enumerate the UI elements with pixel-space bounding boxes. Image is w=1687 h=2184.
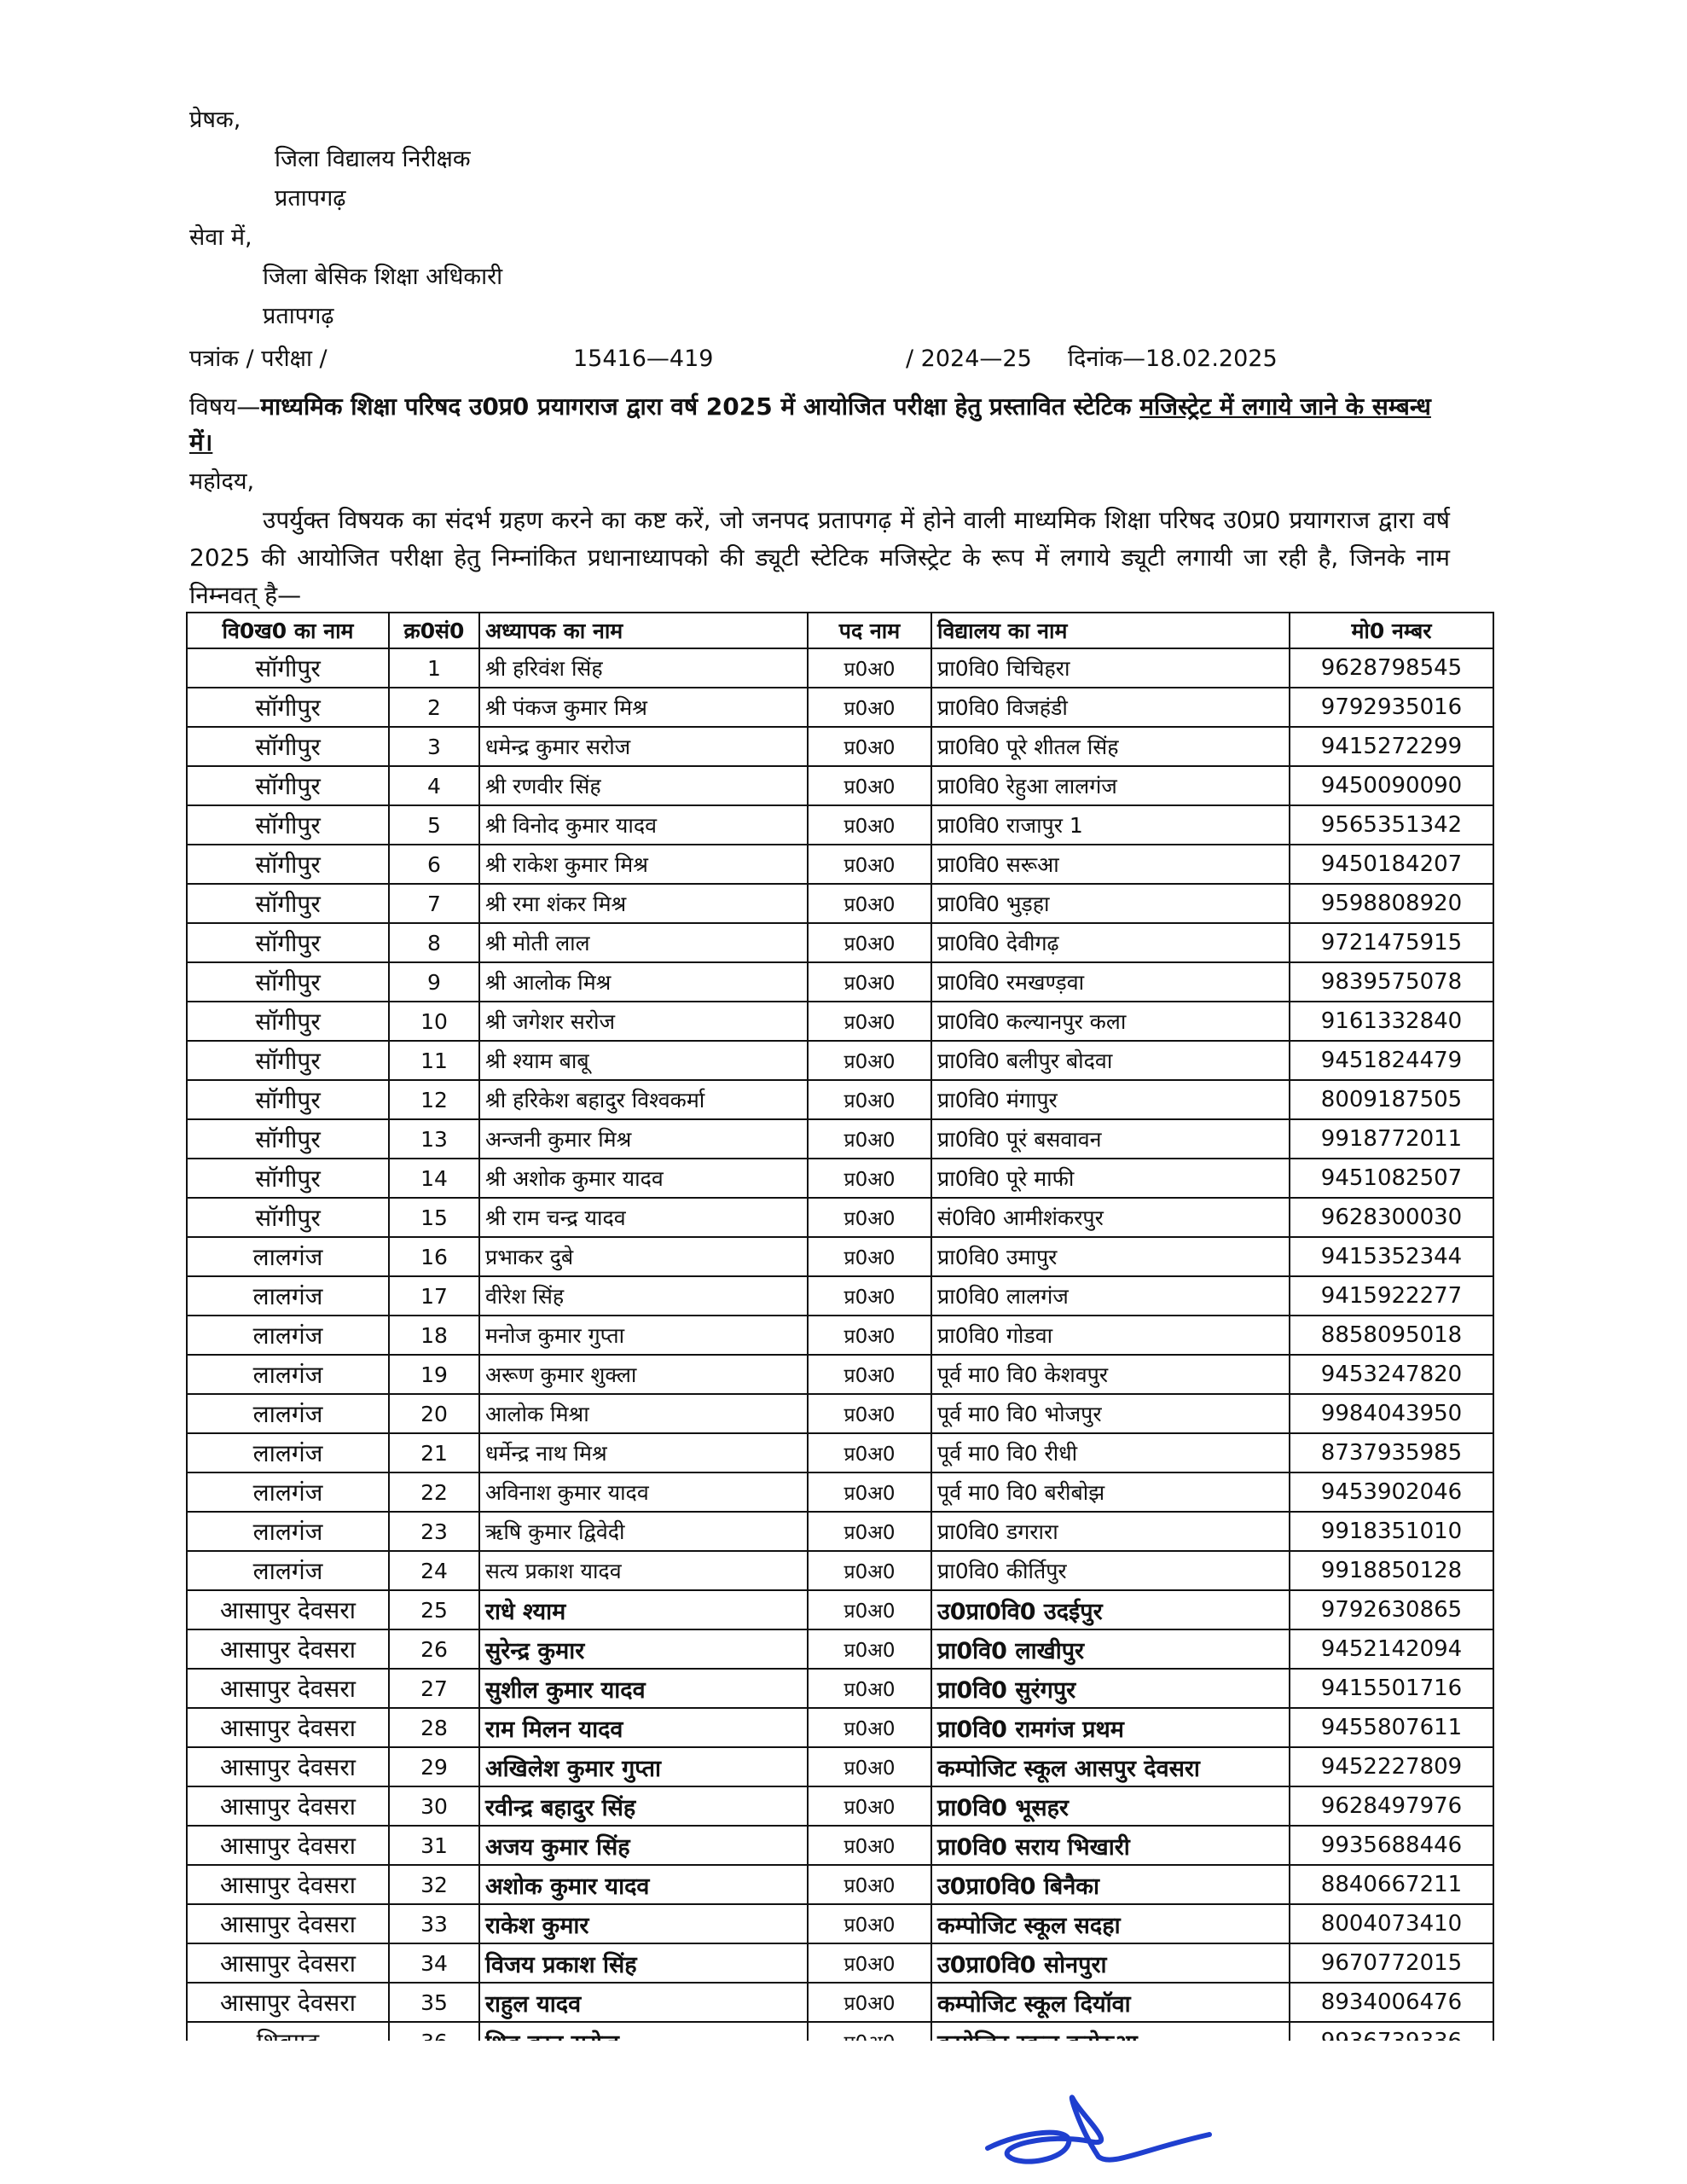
teacher-name: अन्जनी कुमार मिश्र	[479, 1119, 808, 1159]
block-name: आसापुर देवसरा	[187, 1747, 389, 1786]
subject-main: माध्यमिक शिक्षा परिषद उ0प्र0 प्रयागराज द्वारा वर्ष 2025 में आयोजित परीक्षा हेतु प्रस्तावित स्टेटिक	[260, 392, 1140, 421]
teacher-name: राकेश कुमार	[479, 1904, 808, 1943]
table-row	[187, 727, 1493, 766]
mobile-number: 9415272299	[1290, 727, 1493, 766]
post-name: प्र0अ0	[808, 1002, 931, 1041]
block-name: सॉगीपुर	[187, 1080, 389, 1119]
table-row	[187, 1629, 1493, 1669]
block-name: सॉगीपुर	[187, 1198, 389, 1237]
block-name: आसापुर देवसरा	[187, 1865, 389, 1904]
block-name: सॉगीपुर	[187, 1041, 389, 1080]
table-row	[187, 1355, 1493, 1394]
serial-number: 30	[389, 1786, 479, 1826]
serial-number: 26	[389, 1629, 479, 1669]
block-name: आसापुर देवसरा	[187, 1629, 389, 1669]
mobile-number: 9450184207	[1290, 845, 1493, 884]
block-name: आसापुर देवसरा	[187, 1590, 389, 1629]
serial-number: 13	[389, 1119, 479, 1159]
mobile-number: 9792935016	[1290, 688, 1493, 727]
serial-number: 15	[389, 1198, 479, 1237]
sender-place: प्रतापगढ़	[275, 185, 346, 212]
school-name: प्रा0वि0 डगरारा	[931, 1512, 1290, 1551]
serial-number: 3	[389, 727, 479, 766]
teacher-name: श्री पंकज कुमार मिश्र	[479, 688, 808, 727]
school-name: प्रा0वि0 देवीगढ़	[931, 923, 1290, 962]
teacher-name: श्री मोती लाल	[479, 923, 808, 962]
table-row	[187, 1472, 1493, 1512]
school-name: प्रा0वि0 पूरे माफी	[931, 1159, 1290, 1198]
post-name: प्र0अ0	[808, 1472, 931, 1512]
school-name: प्रा0वि0 रमखण्ड़वा	[931, 962, 1290, 1002]
post-name: प्र0अ0	[808, 1355, 931, 1394]
mobile-number: 9918351010	[1290, 1512, 1493, 1551]
serial-number: 1	[389, 648, 479, 688]
school-name: उ0प्रा0वि0 बिनैका	[931, 1865, 1290, 1904]
serial-number: 19	[389, 1355, 479, 1394]
table-row	[187, 1747, 1493, 1786]
post-name: प्र0अ0	[808, 1708, 931, 1747]
body-paragraph: उपर्युक्त विषयक का संदर्भ ग्रहण करने का कष्ट करें, जो जनपद प्रतापगढ़ में होने वाली माध्यमिक शिक्षा परिषद उ0प्र0 प्रयागराज द्वारा वर्ष 2025 की आयोजित परीक्षा हेतु निम्नांकित प्रधानाध्यापको की ड्यूटी स्टेटिक मजिस्ट्रेट के रूप में लगाये ड्यूटी लगायी जा रही है, जिनके नाम निम्नवत् है—	[189, 506, 1450, 609]
mobile-number: 9453247820	[1290, 1355, 1493, 1394]
mobile-number: 8858095018	[1290, 1316, 1493, 1355]
reference-prefix: पत्रांक / परीक्षा /	[189, 346, 328, 372]
serial-number: 34	[389, 1943, 479, 1983]
school-name: पूर्व मा0 वि0 बरीबोझ	[931, 1472, 1290, 1512]
post-name: प्र0अ0	[808, 1080, 931, 1119]
teacher-name: सुरेन्द्र कुमार	[479, 1629, 808, 1669]
header-teacher: अध्यापक का नाम	[479, 613, 808, 648]
block-name: सॉगीपुर	[187, 727, 389, 766]
table-row	[187, 884, 1493, 923]
school-name: पूर्व मा0 वि0 रीधी	[931, 1433, 1290, 1472]
post-name: प्र0अ0	[808, 1119, 931, 1159]
post-name: प्र0अ0	[808, 1826, 931, 1865]
teacher-name: श्री हरिवंश सिंह	[479, 648, 808, 688]
table-row	[187, 1943, 1493, 1983]
teacher-name: श्री रमा शंकर मिश्र	[479, 884, 808, 923]
mobile-number: 9628300030	[1290, 1198, 1493, 1237]
serial-number: 28	[389, 1708, 479, 1747]
post-name: प्र0अ0	[808, 1237, 931, 1276]
mobile-number: 9598808920	[1290, 884, 1493, 923]
mobile-number: 9918850128	[1290, 1551, 1493, 1590]
teacher-name: राहुल यादव	[479, 1983, 808, 2022]
block-name: लालगंज	[187, 1276, 389, 1316]
serial-number: 20	[389, 1394, 479, 1433]
teacher-name: अजय कुमार सिंह	[479, 1826, 808, 1865]
post-name: प्र0अ0	[808, 1865, 931, 1904]
table-row	[187, 1276, 1493, 1316]
teacher-name: रवीन्द्र बहादुर सिंह	[479, 1786, 808, 1826]
school-name: प्रा0वि0 भूसहर	[931, 1786, 1290, 1826]
serial-number: 17	[389, 1276, 479, 1316]
mobile-number: 9935688446	[1290, 1826, 1493, 1865]
table-row	[187, 1786, 1493, 1826]
mobile-number: 9455807611	[1290, 1708, 1493, 1747]
mobile-number: 9451082507	[1290, 1159, 1493, 1198]
post-name: प्र0अ0	[808, 1041, 931, 1080]
school-name: प्रा0वि0 चिचिहरा	[931, 648, 1290, 688]
school-name: प्रा0वि0 गोडवा	[931, 1316, 1290, 1355]
table-row	[187, 1551, 1493, 1590]
school-name: कम्पोजिट स्कूल आसपुर देवसरा	[931, 1747, 1290, 1786]
block-name: लालगंज	[187, 1316, 389, 1355]
serial-number: 21	[389, 1433, 479, 1472]
teacher-name: अरूण कुमार शुक्ला	[479, 1355, 808, 1394]
serial-number: 32	[389, 1865, 479, 1904]
recipient-title: जिला बेसिक शिक्षा अधिकारी	[263, 264, 503, 290]
table-row	[187, 1237, 1493, 1276]
subject-line	[189, 389, 1450, 461]
block-name: सॉगीपुर	[187, 1159, 389, 1198]
mobile-number: 9453902046	[1290, 1472, 1493, 1512]
school-name: प्रा0वि0 कीर्तिपुर	[931, 1551, 1290, 1590]
block-name: आसापुर देवसरा	[187, 1983, 389, 2022]
serial-number: 10	[389, 1002, 479, 1041]
school-name: उ0प्रा0वि0 उदईपुर	[931, 1590, 1290, 1629]
block-name: सॉगीपुर	[187, 766, 389, 805]
school-name: पूर्व मा0 वि0 केशवपुर	[931, 1355, 1290, 1394]
teacher-name: सत्य प्रकाश यादव	[479, 1551, 808, 1590]
serial-number: 25	[389, 1590, 479, 1629]
post-name: प्र0अ0	[808, 1669, 931, 1708]
mobile-number: 8004073410	[1290, 1904, 1493, 1943]
teacher-name: धर्मेन्द्र नाथ मिश्र	[479, 1433, 808, 1472]
block-name: लालगंज	[187, 1472, 389, 1512]
mobile-number: 8934006476	[1290, 1983, 1493, 2022]
school-name: प्रा0वि0 पूरे शीतल सिंह	[931, 727, 1290, 766]
teacher-name: अखिलेश कुमार गुप्ता	[479, 1747, 808, 1786]
serial-number: 18	[389, 1316, 479, 1355]
table-row	[187, 688, 1493, 727]
school-name: प्रा0वि0 सराय भिखारी	[931, 1826, 1290, 1865]
mobile-number: 9450090090	[1290, 766, 1493, 805]
header-mobile: मो0 नम्बर	[1290, 613, 1493, 648]
serial-number: 16	[389, 1237, 479, 1276]
post-name: प्र0अ0	[808, 1512, 931, 1551]
magistrate-roster-table	[186, 612, 1494, 2062]
serial-number: 27	[389, 1669, 479, 1708]
teacher-name: श्री अशोक कुमार यादव	[479, 1159, 808, 1198]
table-row	[187, 1512, 1493, 1551]
teacher-name: विजय प्रकाश सिंह	[479, 1943, 808, 1983]
post-name: प्र0अ0	[808, 1551, 931, 1590]
block-name: लालगंज	[187, 1512, 389, 1551]
mobile-number: 8840667211	[1290, 1865, 1493, 1904]
table-row	[187, 845, 1493, 884]
mobile-number: 9415501716	[1290, 1669, 1493, 1708]
sender-title: जिला विद्यालय निरीक्षक	[275, 146, 471, 172]
block-name: आसापुर देवसरा	[187, 1669, 389, 1708]
post-name: प्र0अ0	[808, 1904, 931, 1943]
table-row	[187, 766, 1493, 805]
table-row	[187, 1080, 1493, 1119]
recipient-place: प्रतापगढ़	[263, 303, 334, 329]
block-name: लालगंज	[187, 1551, 389, 1590]
table-cutoff-mask	[179, 2041, 1499, 2075]
table-row	[187, 1002, 1493, 1041]
school-name: प्रा0वि0 कल्यानपुर कला	[931, 1002, 1290, 1041]
post-name: प्र0अ0	[808, 1198, 931, 1237]
post-name: प्र0अ0	[808, 1786, 931, 1826]
teacher-name: श्री आलोक मिश्र	[479, 962, 808, 1002]
teacher-name: सुशील कुमार यादव	[479, 1669, 808, 1708]
post-name: प्र0अ0	[808, 884, 931, 923]
teacher-name: अविनाश कुमार यादव	[479, 1472, 808, 1512]
teacher-name: राधे श्याम	[479, 1590, 808, 1629]
post-name: प्र0अ0	[808, 766, 931, 805]
post-name: प्र0अ0	[808, 1316, 931, 1355]
mobile-number: 8737935985	[1290, 1433, 1493, 1472]
school-name: प्रा0वि0 लाखीपुर	[931, 1629, 1290, 1669]
header-school: विद्यालय का नाम	[931, 613, 1290, 648]
mobile-number: 9721475915	[1290, 923, 1493, 962]
mobile-number: 9670772015	[1290, 1943, 1493, 1983]
reference-year: / 2024—25	[906, 346, 1032, 372]
block-name: सॉगीपुर	[187, 923, 389, 962]
mobile-number: 9984043950	[1290, 1394, 1493, 1433]
teacher-name: धमेन्द्र कुमार सरोज	[479, 727, 808, 766]
table-row	[187, 1904, 1493, 1943]
post-name: प्र0अ0	[808, 1629, 931, 1669]
school-name: प्रा0वि0 राजापुर 1	[931, 805, 1290, 845]
recipient-label: सेवा में,	[189, 224, 252, 251]
block-name: लालगंज	[187, 1237, 389, 1276]
sender-label: प्रेषक,	[189, 107, 241, 133]
block-name: आसापुर देवसरा	[187, 1826, 389, 1865]
mobile-number: 9792630865	[1290, 1590, 1493, 1629]
school-name: प्रा0वि0 सरूआ	[931, 845, 1290, 884]
table-row	[187, 962, 1493, 1002]
teacher-name: प्रभाकर दुबे	[479, 1237, 808, 1276]
block-name: आसापुर देवसरा	[187, 1708, 389, 1747]
school-name: प्रा0वि0 रेहुआ लालगंज	[931, 766, 1290, 805]
block-name: लालगंज	[187, 1394, 389, 1433]
teacher-name: ऋषि कुमार द्विवेदी	[479, 1512, 808, 1551]
post-name: प्र0अ0	[808, 805, 931, 845]
salutation: महोदय,	[189, 468, 255, 495]
teacher-name: श्री विनोद कुमार यादव	[479, 805, 808, 845]
mobile-number: 9415922277	[1290, 1276, 1493, 1316]
block-name: सॉगीपुर	[187, 962, 389, 1002]
post-name: प्र0अ0	[808, 648, 931, 688]
handwritten-signature-icon	[971, 2082, 1226, 2184]
block-name: सॉगीपुर	[187, 884, 389, 923]
table-row	[187, 1394, 1493, 1433]
subject-underlined: मजिस्ट्रेट में लगाये जाने के सम्बन्ध में।	[189, 392, 1431, 456]
school-name: प्रा0वि0 विजहंडी	[931, 688, 1290, 727]
teacher-name: श्री राकेश कुमार मिश्र	[479, 845, 808, 884]
post-name: प्र0अ0	[808, 962, 931, 1002]
block-name: सॉगीपुर	[187, 1002, 389, 1041]
post-name: प्र0अ0	[808, 1394, 931, 1433]
school-name: पूर्व मा0 वि0 भोजपुर	[931, 1394, 1290, 1433]
serial-number: 7	[389, 884, 479, 923]
post-name: प्र0अ0	[808, 1747, 931, 1786]
table-row	[187, 805, 1493, 845]
serial-number: 12	[389, 1080, 479, 1119]
block-name: सॉगीपुर	[187, 805, 389, 845]
mobile-number: 9628497976	[1290, 1786, 1493, 1826]
table-row	[187, 1826, 1493, 1865]
mobile-number: 9452142094	[1290, 1629, 1493, 1669]
teacher-name: श्री राम चन्द्र यादव	[479, 1198, 808, 1237]
school-name: सं0वि0 आमीशंकरपुर	[931, 1198, 1290, 1237]
serial-number: 4	[389, 766, 479, 805]
serial-number: 35	[389, 1983, 479, 2022]
post-name: प्र0अ0	[808, 845, 931, 884]
post-name: प्र0अ0	[808, 1159, 931, 1198]
teacher-name: राम मिलन यादव	[479, 1708, 808, 1747]
school-name: प्रा0वि0 लालगंज	[931, 1276, 1290, 1316]
school-name: प्रा0वि0 मंगापुर	[931, 1080, 1290, 1119]
block-name: लालगंज	[187, 1355, 389, 1394]
teacher-name: आलोक मिश्रा	[479, 1394, 808, 1433]
block-name: लालगंज	[187, 1433, 389, 1472]
serial-number: 22	[389, 1472, 479, 1512]
school-name: उ0प्रा0वि0 सोनपुरा	[931, 1943, 1290, 1983]
mobile-number: 9565351342	[1290, 805, 1493, 845]
post-name: प्र0अ0	[808, 1590, 931, 1629]
mobile-number: 9452227809	[1290, 1747, 1493, 1786]
table-row	[187, 1316, 1493, 1355]
table-header-row	[187, 613, 1493, 648]
table-row	[187, 923, 1493, 962]
school-name: कम्पोजिट स्कूल सदहा	[931, 1904, 1290, 1943]
serial-number: 6	[389, 845, 479, 884]
school-name: प्रा0वि0 बलीपुर बोदवा	[931, 1041, 1290, 1080]
teacher-name: अशोक कुमार यादव	[479, 1865, 808, 1904]
mobile-number: 9161332840	[1290, 1002, 1493, 1041]
mobile-number: 9628798545	[1290, 648, 1493, 688]
post-name: प्र0अ0	[808, 1433, 931, 1472]
table-row	[187, 1198, 1493, 1237]
serial-number: 23	[389, 1512, 479, 1551]
block-name: आसापुर देवसरा	[187, 1904, 389, 1943]
serial-number: 24	[389, 1551, 479, 1590]
table-row	[187, 1159, 1493, 1198]
table-body	[187, 648, 1493, 2061]
block-name: सॉगीपुर	[187, 648, 389, 688]
subject-prefix: विषय—	[189, 392, 261, 421]
mobile-number: 9415352344	[1290, 1237, 1493, 1276]
school-name: प्रा0वि0 रामगंज प्रथम	[931, 1708, 1290, 1747]
table-row	[187, 1119, 1493, 1159]
header-block: वि0ख0 का नाम	[187, 613, 389, 648]
table-row	[187, 1669, 1493, 1708]
serial-number: 33	[389, 1904, 479, 1943]
serial-number: 9	[389, 962, 479, 1002]
table-row	[187, 1590, 1493, 1629]
mobile-number: 9451824479	[1290, 1041, 1493, 1080]
header-post: पद नाम	[808, 613, 931, 648]
post-name: प्र0अ0	[808, 923, 931, 962]
teacher-name: श्री रणवीर सिंह	[479, 766, 808, 805]
post-name: प्र0अ0	[808, 1943, 931, 1983]
table-row	[187, 1983, 1493, 2022]
school-name: कम्पोजिट स्कूल दियॉवा	[931, 1983, 1290, 2022]
table-row	[187, 648, 1493, 688]
table-row	[187, 1708, 1493, 1747]
serial-number: 29	[389, 1747, 479, 1786]
serial-number: 14	[389, 1159, 479, 1198]
school-name: प्रा0वि0 पूरं बसवावन	[931, 1119, 1290, 1159]
block-name: आसापुर देवसरा	[187, 1786, 389, 1826]
header-serial: क्र0सं0	[389, 613, 479, 648]
serial-number: 31	[389, 1826, 479, 1865]
teacher-name: मनोज कुमार गुप्ता	[479, 1316, 808, 1355]
teacher-name: श्री श्याम बाबू	[479, 1041, 808, 1080]
serial-number: 8	[389, 923, 479, 962]
letter-date: दिनांक—18.02.2025	[1068, 346, 1278, 372]
block-name: सॉगीपुर	[187, 1119, 389, 1159]
reference-number: 15416—419	[573, 346, 714, 372]
table-row	[187, 1865, 1493, 1904]
mobile-number: 9839575078	[1290, 962, 1493, 1002]
serial-number: 11	[389, 1041, 479, 1080]
post-name: प्र0अ0	[808, 1983, 931, 2022]
block-name: आसापुर देवसरा	[187, 1943, 389, 1983]
post-name: प्र0अ0	[808, 727, 931, 766]
school-name: प्रा0वि0 उमापुर	[931, 1237, 1290, 1276]
table-row	[187, 1433, 1493, 1472]
mobile-number: 8009187505	[1290, 1080, 1493, 1119]
teacher-name: श्री हरिकेश बहादुर विश्वकर्मा	[479, 1080, 808, 1119]
teacher-name: श्री जगेशर सरोज	[479, 1002, 808, 1041]
block-name: सॉगीपुर	[187, 845, 389, 884]
post-name: प्र0अ0	[808, 688, 931, 727]
block-name: सॉगीपुर	[187, 688, 389, 727]
school-name: प्रा0वि0 भुड़हा	[931, 884, 1290, 923]
serial-number: 5	[389, 805, 479, 845]
mobile-number: 9918772011	[1290, 1119, 1493, 1159]
post-name: प्र0अ0	[808, 1276, 931, 1316]
school-name: प्रा0वि0 सुरंगपुर	[931, 1669, 1290, 1708]
table-row	[187, 1041, 1493, 1080]
teacher-name: वीरेश सिंह	[479, 1276, 808, 1316]
serial-number: 2	[389, 688, 479, 727]
